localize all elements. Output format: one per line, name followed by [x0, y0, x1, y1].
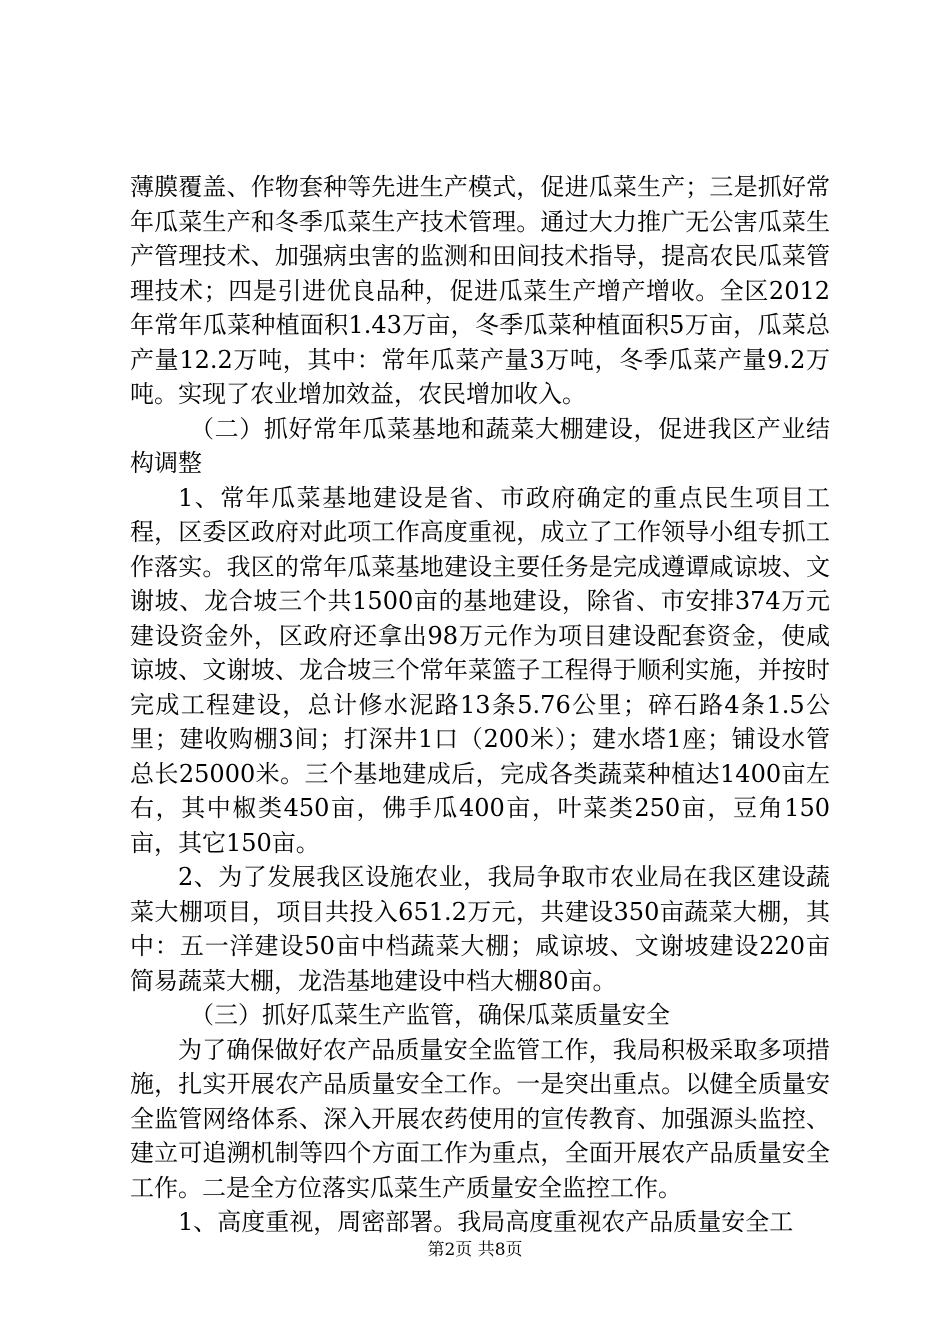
- section-heading-2: （二）抓好常年瓜菜基地和蔬菜大棚建设，促进我区产业结构调整: [130, 414, 830, 477]
- paragraph-continuation: 薄膜覆盖、作物套种等先进生产模式，促进瓜菜生产；三是抓好常年瓜菜生产和冬季瓜菜生产技术管理。通过大力推广无公害瓜菜生产管理技术、加强病虫害的监测和田间技术指导，提高农民瓜菜管理技术；四是引进优良品种，促进瓜菜生产增产增收。全区2012年常年瓜菜种植面积1.43万亩，冬季瓜菜种植面积5万亩，瓜菜总产量12.2万吨，其中：常年瓜菜产量3万吨，冬季瓜菜产量9.2万吨。实现了农业增加效益，农民增加收入。: [130, 173, 830, 408]
- paragraph-quality-safety: 为了确保做好农产品质量安全监管工作，我局积极采取多项措施，扎实开展农产品质量安全工作。一是突出重点。以健全质量安全监管网络体系、深入开展农药使用的宣传教育、加强源头监控、建立可追溯机制等四个方面工作为重点，全面开展农产品质量安全工作。二是全方位落实瓜菜生产质量安全监控工作。: [130, 1035, 830, 1202]
- paragraph-item-2: 2、为了发展我区设施农业，我局争取市农业局在我区建设蔬菜大棚项目，项目共投入651.2万元，共建设350亩蔬菜大棚，其中：五一洋建设50亩中档蔬菜大棚；咸谅坡、文谢坡建设220亩简易蔬菜大棚，龙浩基地建设中档大棚80亩。: [130, 863, 830, 995]
- paragraph-item-1-deploy: 1、高度重视，周密部署。我局高度重视农产品质量安全工: [178, 1208, 794, 1236]
- paragraph-item-1: 1、常年瓜菜基地建设是省、市政府确定的重点民生项目工程，区委区政府对此项工作高度重视，成立了工作领导小组专抓工作落实。我区的常年瓜菜基地建设主要任务是完成遵谭咸谅坡、文谢坡、龙合坡三个共1500亩的基地建设，除省、市安排374万元建设资金外，区政府还拿出98万元作为项目建设配套资金，使咸谅坡、文谢坡、龙合坡三个常年菜篮子工程得于顺利实施，并按时完成工程建设，总计修水泥路13条5.76公里；碎石路4条1.5公里；建收购棚3间；打深井1口（200米）；建水塔1座；铺设水管总长25000米。三个基地建成后，完成各类蔬菜种植达1400亩左右，其中椒类450亩，佛手瓜400亩，叶菜类250亩，豆角150亩，其它150亩。: [130, 483, 830, 857]
- document-body: [130, 170, 830, 1240]
- page-footer: 第2页 共8页: [427, 1240, 523, 1260]
- section-heading-3: （三）抓好瓜菜生产监管，确保瓜菜质量安全: [190, 1001, 670, 1029]
